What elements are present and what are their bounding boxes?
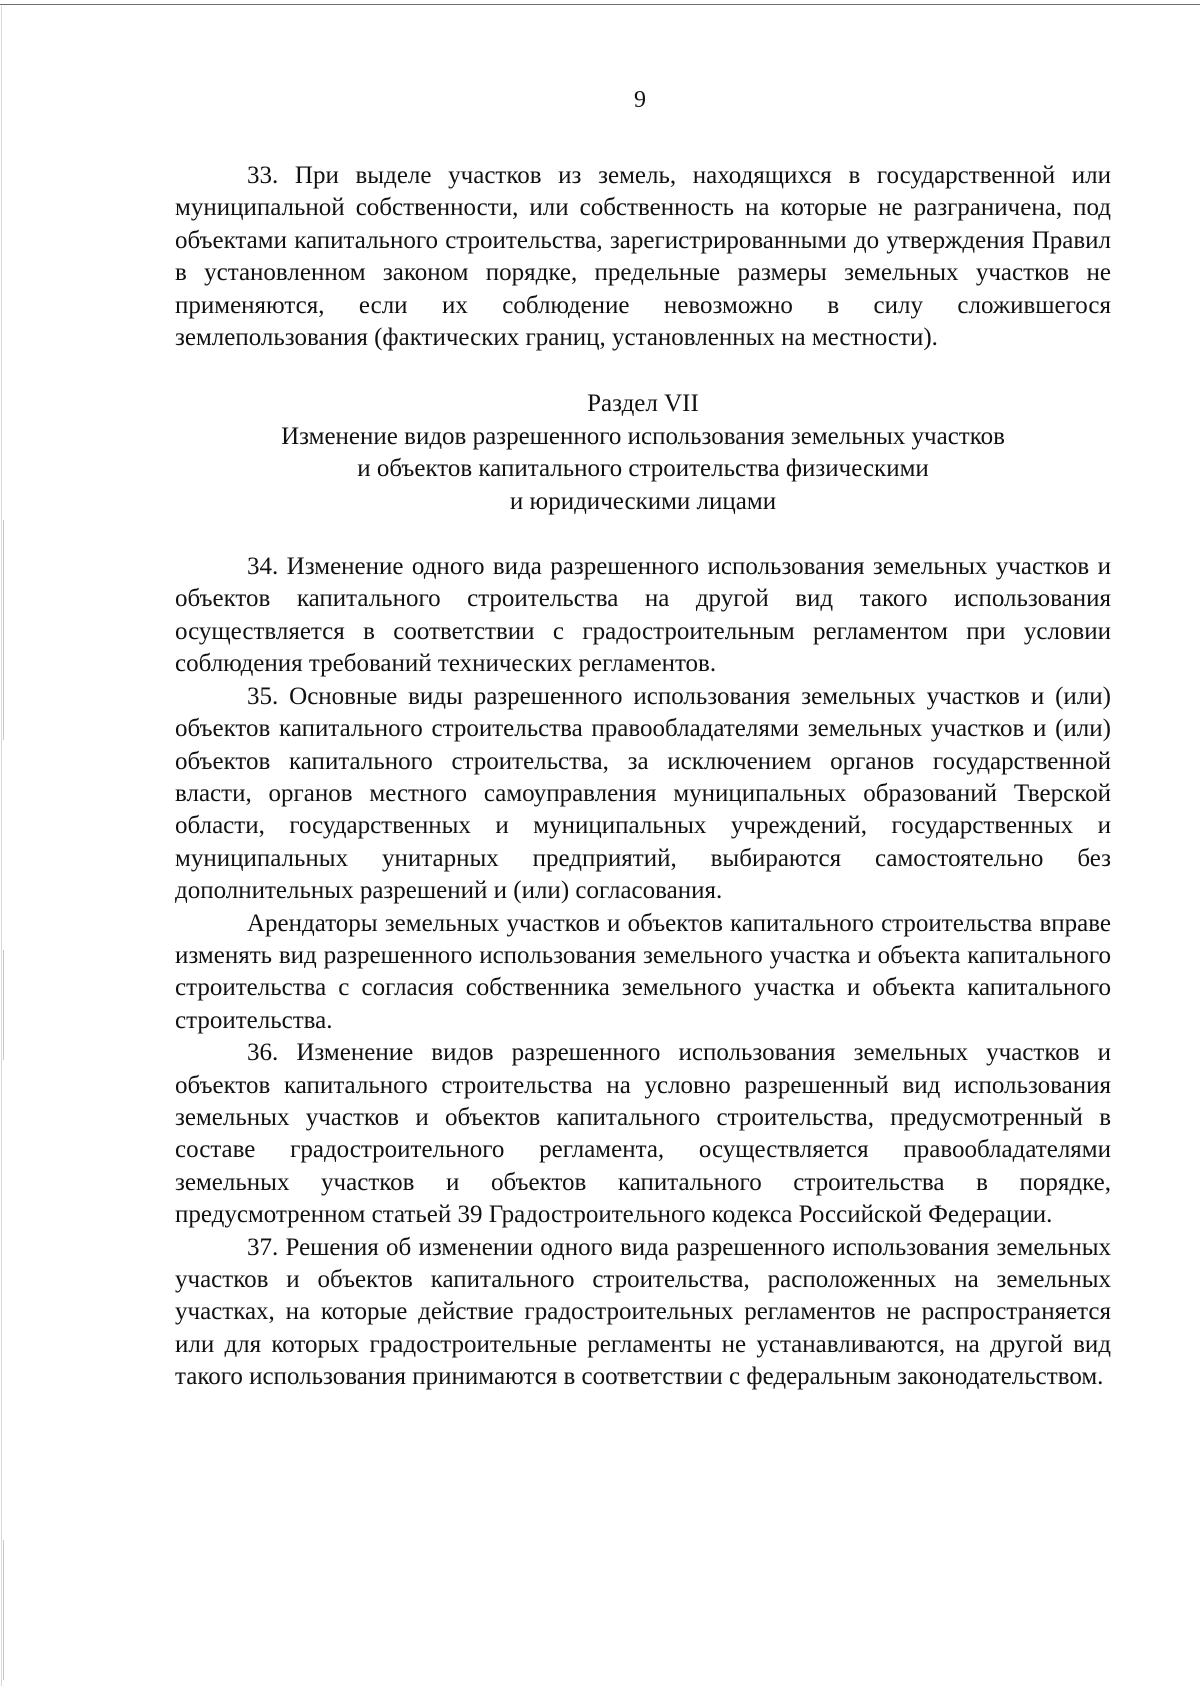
scan-mark [3, 1540, 4, 1680]
scan-mark [3, 950, 4, 1060]
scan-left-edge [1, 6, 2, 1686]
scan-mark [3, 520, 4, 740]
document-body [175, 160, 1111, 1394]
section-title-line: и юридическими лицами [509, 487, 777, 515]
section-label: Раздел VII [587, 390, 699, 418]
section-title-line: Изменение видов разрешенного использования земельных участков [281, 422, 1005, 450]
paragraph-36: 36. Изменение видов разрешенного использования земельных участков и объектов капитального строительства на условно разрешенный вид использования земельных участков и объектов капитального строительства, предусмотренный в составе градостроительного регламента, осуществляется правообладателями земельных участков и объектов капитального строительства в порядке, предусмотренном статьей 39 Градостроительного кодекса Российской Федерации. [175, 1039, 1111, 1229]
scan-top-edge [0, 4, 1200, 5]
section-heading [175, 388, 1111, 518]
paragraph-33: 33. При выделе участков из земель, находящихся в государственной или муниципальной собственности, или собственность на которые не разграничена, под объектами капитального строительства, зарегистрированными до утверждения Правил в установленном законом порядке, предельные размеры земельных участков не применяются, если их соблюдение невозможно в силу сложившегося землепользования (фактических границ, установленных на местности). [175, 162, 1111, 352]
paragraph-tenants: Арендаторы земельных участков и объектов капитального строительства вправе изменять вид разрешенного использования земельного участка и объекта капитального строительства с согласия собственника земельного участка и объекта капитального строительства. [175, 909, 1111, 1034]
paragraph-35: 35. Основные виды разрешенного использования земельных участков и (или) объектов капитального строительства правообладателями земельных участков и (или) объектов капитального строительства, за исключением органов государственной власти, органов местного самоуправления муниципальных образований Тверской области, государственных и муниципальных учреждений, государственных и муниципальных унитарных предприятий, выбираются самостоятельно без дополнительных разрешений и (или) согласования. [175, 682, 1111, 905]
section-title-line: и объектов капитального строительства физическими [357, 455, 929, 483]
page-number: 9 [634, 87, 646, 113]
paragraph-37: 37. Решения об изменении одного вида разрешенного использования земельных участков и объектов капитального строительства, расположенных на земельных участках, на которые действие градостроительных регламентов не распространяется или для которых градостроительные регламенты не устанавливаются, на другой вид такого использования принимаются в соответствии с федеральным законодательством. [175, 1233, 1111, 1391]
paragraph-34: 34. Изменение одного вида разрешенного использования земельных участков и объектов капитального строительства на другой вид такого использования осуществляется в соответствии с градостроительным регламентом при условии соблюдения требований технических регламентов. [175, 553, 1111, 678]
